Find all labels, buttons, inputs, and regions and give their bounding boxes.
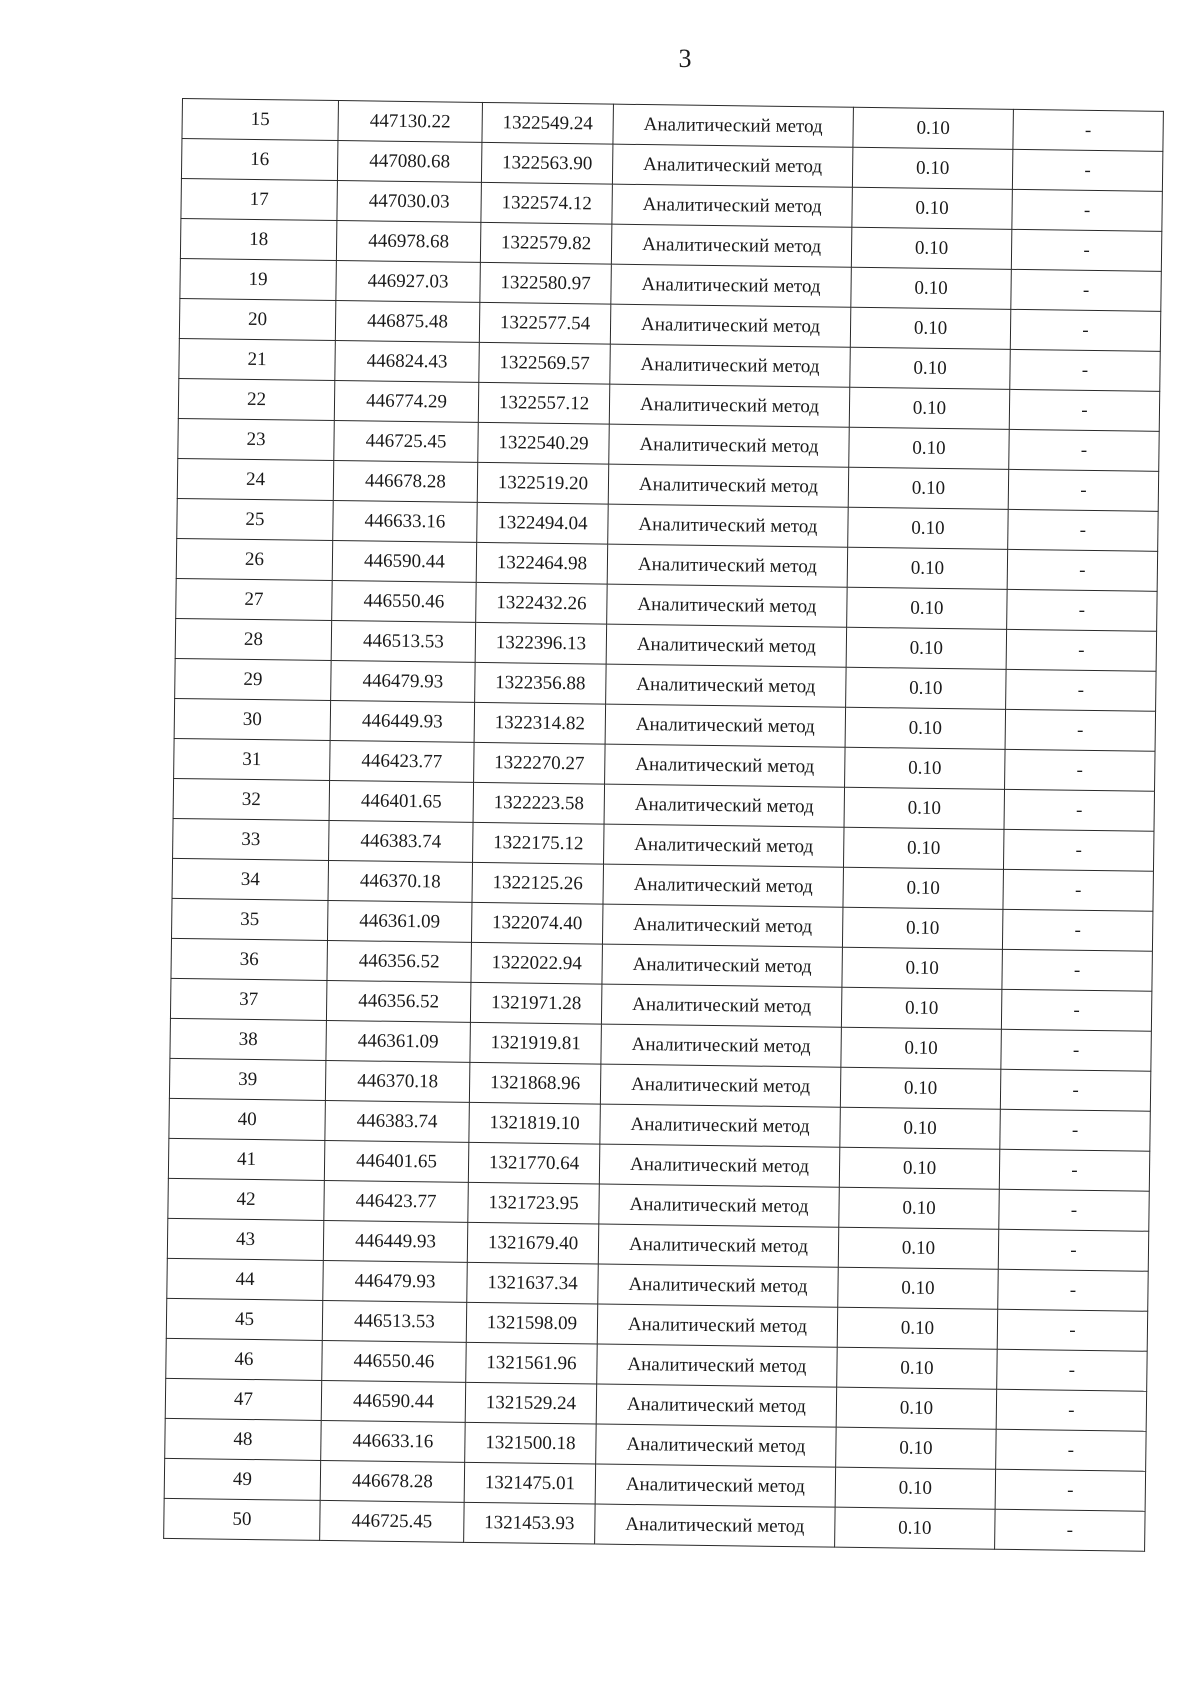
point-number-cell: 16 (181, 139, 338, 181)
y-coordinate-cell: 1322223.58 (473, 782, 605, 824)
x-coordinate-cell: 446678.28 (333, 461, 478, 503)
x-coordinate-cell: 446590.44 (332, 541, 477, 583)
method-cell: Аналитический метод (600, 1104, 841, 1147)
method-cell: Аналитический метод (597, 1304, 838, 1347)
precision-cell: 0.10 (845, 747, 1006, 789)
note-cell: - (999, 1149, 1150, 1191)
precision-cell: 0.10 (843, 867, 1004, 909)
x-coordinate-cell: 446361.09 (327, 900, 472, 942)
x-coordinate-cell: 446550.46 (322, 1340, 467, 1382)
precision-cell: 0.10 (846, 627, 1007, 669)
method-cell: Аналитический метод (605, 744, 846, 787)
point-number-cell: 21 (179, 338, 336, 380)
point-number-cell: 31 (174, 738, 331, 780)
method-cell: Аналитический метод (611, 224, 852, 267)
point-number-cell: 22 (178, 378, 335, 420)
point-number-cell: 29 (175, 658, 332, 700)
note-cell: - (1005, 749, 1156, 791)
y-coordinate-cell: 1322270.27 (474, 742, 606, 784)
coordinates-table (163, 98, 1164, 1552)
precision-cell: 0.10 (841, 1027, 1002, 1069)
note-cell: - (1012, 189, 1163, 231)
method-cell: Аналитический метод (601, 1024, 842, 1067)
note-cell: - (1000, 1069, 1151, 1111)
point-number-cell: 39 (169, 1058, 326, 1100)
y-coordinate-cell: 1321475.01 (464, 1462, 596, 1504)
method-cell: Аналитический метод (610, 344, 851, 387)
precision-cell: 0.10 (853, 107, 1014, 149)
note-cell: - (1006, 629, 1157, 671)
point-number-cell: 46 (166, 1338, 323, 1380)
method-cell: Аналитический метод (599, 1144, 840, 1187)
point-number-cell: 33 (173, 818, 330, 860)
x-coordinate-cell: 446824.43 (335, 341, 480, 383)
precision-cell: 0.10 (840, 1107, 1001, 1149)
y-coordinate-cell: 1322580.97 (480, 262, 612, 304)
method-cell: Аналитический метод (612, 184, 853, 227)
point-number-cell: 26 (176, 538, 333, 580)
note-cell: - (1011, 229, 1162, 271)
precision-cell: 0.10 (847, 587, 1008, 629)
point-number-cell: 42 (168, 1178, 325, 1220)
precision-cell: 0.10 (836, 1427, 997, 1469)
x-coordinate-cell: 446927.03 (336, 261, 481, 303)
point-number-cell: 48 (165, 1418, 322, 1460)
point-number-cell: 36 (171, 938, 328, 980)
note-cell: - (1004, 789, 1155, 831)
x-coordinate-cell: 446423.77 (330, 740, 475, 782)
x-coordinate-cell: 446383.74 (329, 820, 474, 862)
point-number-cell: 43 (167, 1218, 324, 1260)
point-number-cell: 40 (169, 1098, 326, 1140)
point-number-cell: 24 (177, 458, 334, 500)
y-coordinate-cell: 1322464.98 (476, 542, 608, 584)
x-coordinate-cell: 446361.09 (326, 1020, 471, 1062)
precision-cell: 0.10 (850, 307, 1011, 349)
x-coordinate-cell: 446513.53 (322, 1300, 467, 1342)
x-coordinate-cell: 446725.45 (334, 421, 479, 463)
y-coordinate-cell: 1321971.28 (470, 982, 602, 1024)
note-cell: - (1011, 269, 1162, 311)
x-coordinate-cell: 447130.22 (338, 101, 483, 143)
note-cell: - (1013, 109, 1164, 151)
y-coordinate-cell: 1322125.26 (472, 862, 604, 904)
method-cell: Аналитический метод (597, 1344, 838, 1387)
method-cell: Аналитический метод (607, 584, 848, 627)
y-coordinate-cell: 1321561.96 (466, 1342, 598, 1384)
x-coordinate-cell: 446725.45 (320, 1500, 465, 1542)
y-coordinate-cell: 1321637.34 (467, 1262, 599, 1304)
y-coordinate-cell: 1322175.12 (473, 822, 605, 864)
method-cell: Аналитический метод (606, 624, 847, 667)
precision-cell: 0.10 (841, 987, 1002, 1029)
point-number-cell: 35 (171, 898, 328, 940)
method-cell: Аналитический метод (605, 704, 846, 747)
table-body (164, 99, 1164, 1552)
y-coordinate-cell: 1322577.54 (479, 302, 611, 344)
note-cell: - (1010, 349, 1161, 391)
point-number-cell: 32 (173, 778, 330, 820)
point-number-cell: 20 (179, 298, 336, 340)
point-number-cell: 47 (165, 1378, 322, 1420)
y-coordinate-cell: 1322563.90 (481, 142, 613, 184)
y-coordinate-cell: 1322569.57 (479, 342, 611, 384)
note-cell: - (998, 1269, 1149, 1311)
note-cell: - (1005, 709, 1156, 751)
note-cell: - (999, 1189, 1150, 1231)
precision-cell: 0.10 (842, 907, 1003, 949)
x-coordinate-cell: 446978.68 (336, 221, 481, 263)
x-coordinate-cell: 446678.28 (320, 1460, 465, 1502)
point-number-cell: 28 (175, 618, 332, 660)
x-coordinate-cell: 446550.46 (332, 581, 477, 623)
x-coordinate-cell: 446401.65 (329, 780, 474, 822)
precision-cell: 0.10 (850, 347, 1011, 389)
precision-cell: 0.10 (849, 387, 1010, 429)
point-number-cell: 34 (172, 858, 329, 900)
y-coordinate-cell: 1321679.40 (467, 1222, 599, 1264)
point-number-cell: 27 (176, 578, 333, 620)
point-number-cell: 23 (178, 418, 335, 460)
precision-cell: 0.10 (845, 707, 1006, 749)
point-number-cell: 30 (174, 698, 331, 740)
point-number-cell: 19 (180, 258, 337, 300)
y-coordinate-cell: 1321598.09 (466, 1302, 598, 1344)
y-coordinate-cell: 1322356.88 (475, 662, 607, 704)
precision-cell: 0.10 (837, 1307, 998, 1349)
x-coordinate-cell: 446370.18 (325, 1060, 470, 1102)
point-number-cell: 49 (164, 1458, 321, 1500)
y-coordinate-cell: 1321723.95 (468, 1182, 600, 1224)
y-coordinate-cell: 1322549.24 (482, 102, 614, 144)
x-coordinate-cell: 447030.03 (337, 181, 482, 223)
x-coordinate-cell: 446356.52 (327, 940, 472, 982)
x-coordinate-cell: 446370.18 (328, 860, 473, 902)
precision-cell: 0.10 (840, 1067, 1001, 1109)
y-coordinate-cell: 1321453.93 (464, 1502, 596, 1544)
y-coordinate-cell: 1322432.26 (476, 582, 608, 624)
y-coordinate-cell: 1322519.20 (477, 462, 609, 504)
note-cell: - (1009, 389, 1160, 431)
precision-cell: 0.10 (851, 267, 1012, 309)
method-cell: Аналитический метод (595, 1464, 836, 1507)
note-cell: - (996, 1429, 1147, 1471)
x-coordinate-cell: 446479.93 (331, 661, 476, 703)
precision-cell: 0.10 (842, 947, 1003, 989)
y-coordinate-cell: 1321500.18 (465, 1422, 597, 1464)
method-cell: Аналитический метод (604, 784, 845, 827)
method-cell: Аналитический метод (611, 264, 852, 307)
method-cell: Аналитический метод (602, 904, 843, 947)
method-cell: Аналитический метод (598, 1264, 839, 1307)
note-cell: - (1001, 989, 1152, 1031)
precision-cell: 0.10 (852, 147, 1013, 189)
point-number-cell: 18 (180, 218, 337, 260)
precision-cell: 0.10 (846, 667, 1007, 709)
method-cell: Аналитический метод (596, 1424, 837, 1467)
precision-cell: 0.10 (836, 1387, 997, 1429)
note-cell: - (1008, 509, 1159, 551)
precision-cell: 0.10 (851, 227, 1012, 269)
note-cell: - (996, 1389, 1147, 1431)
note-cell: - (1007, 589, 1158, 631)
x-coordinate-cell: 446449.93 (330, 700, 475, 742)
method-cell: Аналитический метод (613, 104, 854, 147)
method-cell: Аналитический метод (608, 504, 849, 547)
y-coordinate-cell: 1321868.96 (469, 1062, 601, 1104)
method-cell: Аналитический метод (609, 424, 850, 467)
precision-cell: 0.10 (838, 1267, 999, 1309)
method-cell: Аналитический метод (604, 824, 845, 867)
page-number: 3 (678, 44, 692, 73)
x-coordinate-cell: 446590.44 (321, 1380, 466, 1422)
x-coordinate-cell: 446513.53 (331, 621, 476, 663)
method-cell: Аналитический метод (603, 864, 844, 907)
y-coordinate-cell: 1322314.82 (474, 702, 606, 744)
x-coordinate-cell: 446383.74 (325, 1100, 470, 1142)
y-coordinate-cell: 1322574.12 (481, 182, 613, 224)
precision-cell: 0.10 (839, 1147, 1000, 1189)
method-cell: Аналитический метод (606, 664, 847, 707)
point-number-cell: 38 (170, 1018, 327, 1060)
y-coordinate-cell: 1322022.94 (471, 942, 603, 984)
point-number-cell: 15 (182, 99, 339, 141)
y-coordinate-cell: 1322396.13 (475, 622, 607, 664)
x-coordinate-cell: 446633.16 (321, 1420, 466, 1462)
note-cell: - (1007, 549, 1158, 591)
point-number-cell: 25 (177, 498, 334, 540)
note-cell: - (1001, 1029, 1152, 1071)
point-number-cell: 44 (167, 1258, 324, 1300)
point-number-cell: 17 (181, 178, 338, 220)
y-coordinate-cell: 1322074.40 (471, 902, 603, 944)
note-cell: - (1002, 949, 1153, 991)
note-cell: - (995, 1469, 1146, 1511)
y-coordinate-cell: 1321819.10 (469, 1102, 601, 1144)
note-cell: - (1012, 149, 1163, 191)
y-coordinate-cell: 1321529.24 (465, 1382, 597, 1424)
x-coordinate-cell: 447080.68 (337, 141, 482, 183)
note-cell: - (1002, 909, 1153, 951)
note-cell: - (998, 1229, 1149, 1271)
note-cell: - (1010, 309, 1161, 351)
note-cell: - (1003, 829, 1154, 871)
precision-cell: 0.10 (847, 547, 1008, 589)
precision-cell: 0.10 (837, 1347, 998, 1389)
point-number-cell: 37 (170, 978, 327, 1020)
method-cell: Аналитический метод (602, 944, 843, 987)
method-cell: Аналитический метод (596, 1384, 837, 1427)
precision-cell: 0.10 (835, 1507, 996, 1549)
method-cell: Аналитический метод (600, 1064, 841, 1107)
coordinates-table-wrapper (163, 98, 1157, 1552)
note-cell: - (997, 1349, 1148, 1391)
method-cell: Аналитический метод (609, 384, 850, 427)
precision-cell: 0.10 (848, 467, 1009, 509)
y-coordinate-cell: 1322579.82 (480, 222, 612, 264)
note-cell: - (1008, 469, 1159, 511)
method-cell: Аналитический метод (608, 464, 849, 507)
note-cell: - (1009, 429, 1160, 471)
x-coordinate-cell: 446875.48 (335, 301, 480, 343)
precision-cell: 0.10 (849, 427, 1010, 469)
method-cell: Аналитический метод (612, 144, 853, 187)
note-cell: - (1006, 669, 1157, 711)
method-cell: Аналитический метод (607, 544, 848, 587)
precision-cell: 0.10 (852, 187, 1013, 229)
note-cell: - (997, 1309, 1148, 1351)
precision-cell: 0.10 (848, 507, 1009, 549)
y-coordinate-cell: 1322557.12 (478, 382, 610, 424)
precision-cell: 0.10 (838, 1227, 999, 1269)
point-number-cell: 50 (164, 1498, 321, 1540)
method-cell: Аналитический метод (595, 1504, 836, 1547)
note-cell: - (1000, 1109, 1151, 1151)
y-coordinate-cell: 1322494.04 (477, 502, 609, 544)
note-cell: - (1003, 869, 1154, 911)
x-coordinate-cell: 446774.29 (334, 381, 479, 423)
precision-cell: 0.10 (839, 1187, 1000, 1229)
method-cell: Аналитический метод (601, 984, 842, 1027)
precision-cell: 0.10 (843, 827, 1004, 869)
precision-cell: 0.10 (844, 787, 1005, 829)
point-number-cell: 41 (168, 1138, 325, 1180)
x-coordinate-cell: 446423.77 (324, 1180, 469, 1222)
x-coordinate-cell: 446356.52 (326, 980, 471, 1022)
x-coordinate-cell: 446633.16 (333, 501, 478, 543)
method-cell: Аналитический метод (610, 304, 851, 347)
note-cell: - (995, 1509, 1146, 1551)
point-number-cell: 45 (166, 1298, 323, 1340)
y-coordinate-cell: 1322540.29 (478, 422, 610, 464)
method-cell: Аналитический метод (599, 1184, 840, 1227)
precision-cell: 0.10 (835, 1467, 996, 1509)
x-coordinate-cell: 446401.65 (324, 1140, 469, 1182)
x-coordinate-cell: 446479.93 (323, 1260, 468, 1302)
method-cell: Аналитический метод (598, 1224, 839, 1267)
y-coordinate-cell: 1321770.64 (468, 1142, 600, 1184)
y-coordinate-cell: 1321919.81 (470, 1022, 602, 1064)
x-coordinate-cell: 446449.93 (323, 1220, 468, 1262)
